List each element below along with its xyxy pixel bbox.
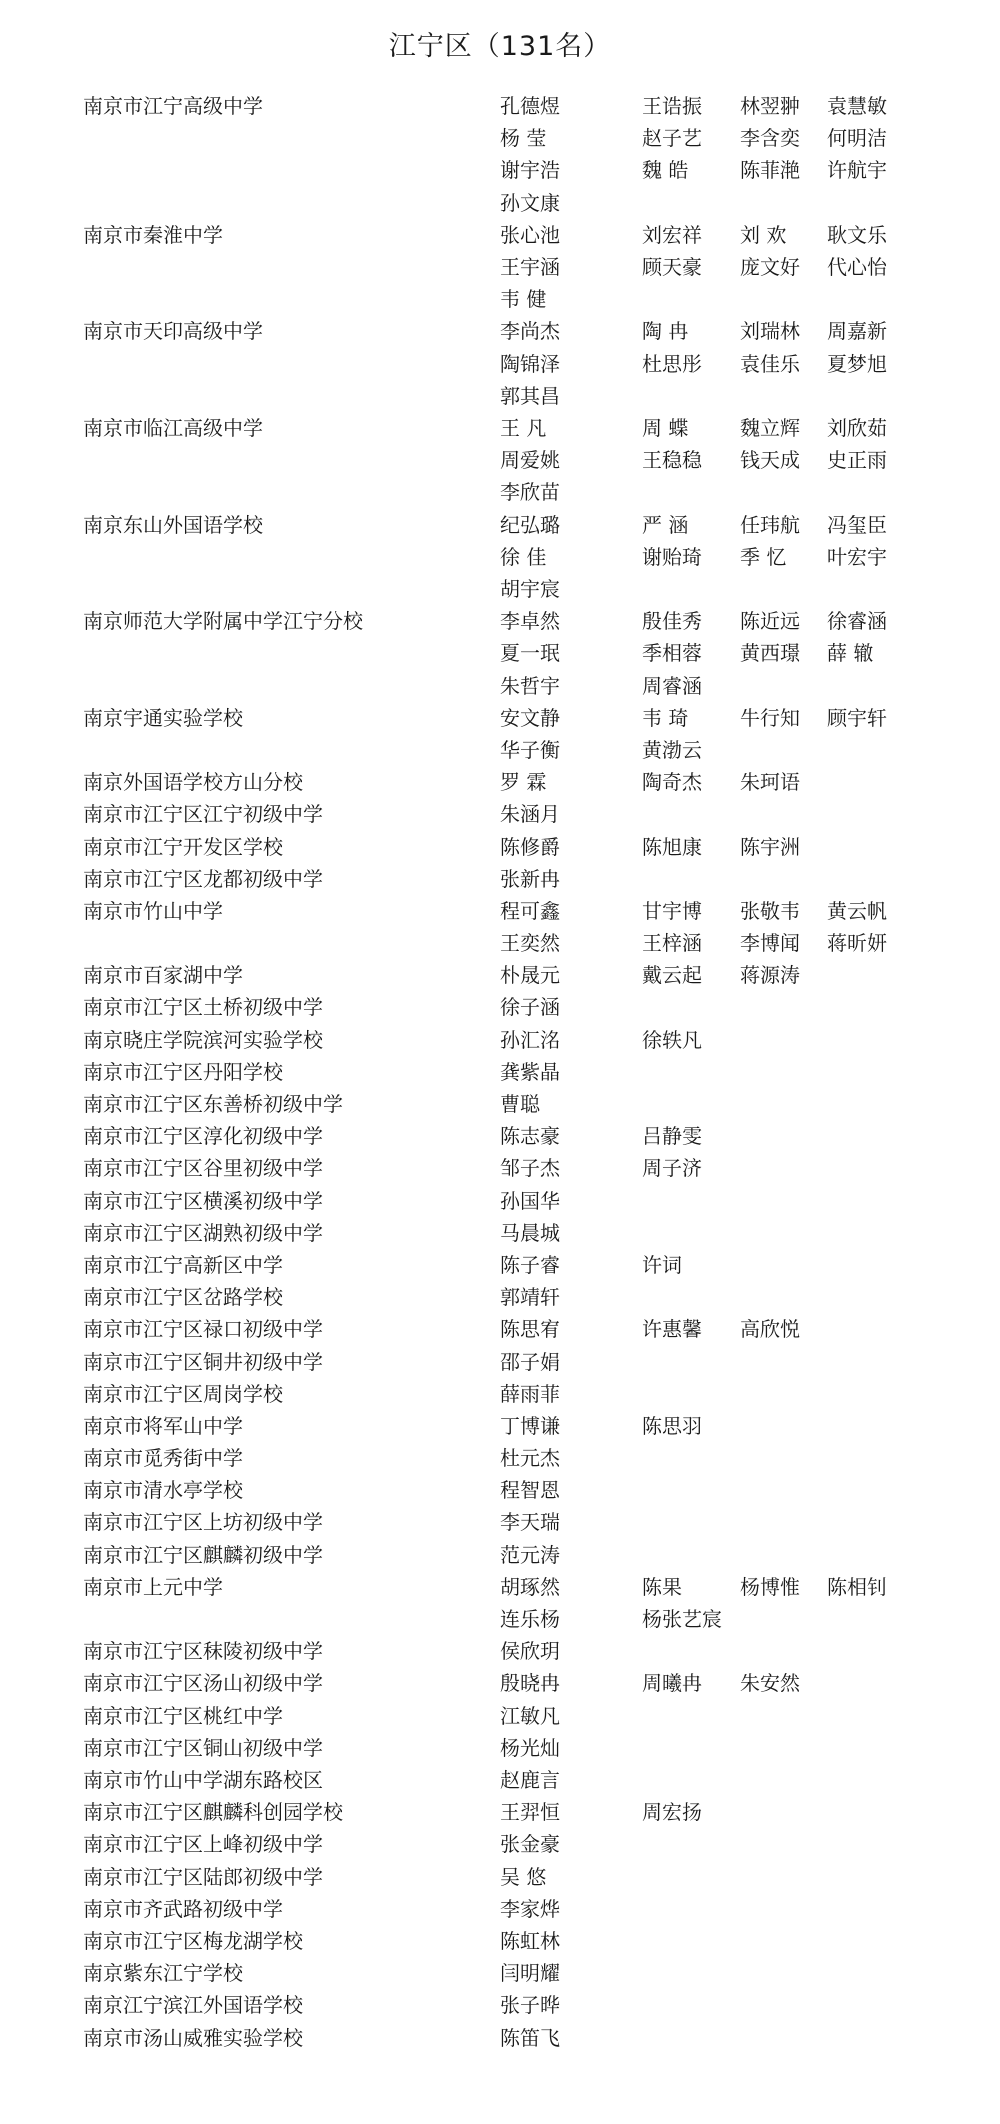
school-row: [0, 1120, 1000, 1152]
student-name: 吕静雯: [642, 1124, 702, 1149]
student-name: 侯欣玥: [500, 1639, 560, 1664]
student-name: 刘欣茹: [827, 415, 887, 440]
student-name: 程智恩: [500, 1478, 560, 1503]
student-name: 袁佳乐: [740, 351, 800, 376]
student-name: 陈相钊: [827, 1574, 887, 1599]
school-name: 南京宇通实验学校: [83, 705, 243, 730]
student-name: 黄云帆: [827, 898, 887, 923]
school-name: 南京市觅秀街中学: [83, 1446, 243, 1471]
student-name: 陶锦泽: [500, 351, 560, 376]
school-name: 南京市江宁区江宁初级中学: [83, 802, 323, 827]
school-row: [0, 605, 1000, 702]
student-name: 夏一珉: [500, 641, 560, 666]
student-name: 王梓涵: [642, 931, 702, 956]
school-name: 南京市江宁区岔路学校: [83, 1285, 283, 1310]
student-name: 陈思宥: [500, 1317, 560, 1342]
school-row: [0, 1667, 1000, 1699]
school-name: 南京市将军山中学: [83, 1413, 243, 1438]
school-name: 南京市百家湖中学: [83, 963, 243, 988]
student-name: 代心怡: [827, 254, 887, 279]
student-name: 王奕然: [500, 931, 560, 956]
school-list: [0, 90, 1000, 2054]
student-name: 张心池: [500, 222, 560, 247]
student-name: 郭靖轩: [500, 1285, 560, 1310]
student-name: 闫明耀: [500, 1961, 560, 1986]
school-row: [0, 1152, 1000, 1184]
school-row: [0, 1249, 1000, 1281]
school-name: 南京市江宁区淳化初级中学: [83, 1124, 323, 1149]
student-name: 黄渤云: [642, 737, 702, 762]
student-name: 孙文康: [500, 190, 560, 215]
student-name: 蒋昕妍: [827, 931, 887, 956]
school-row: [0, 315, 1000, 412]
student-name: 许惠馨: [642, 1317, 702, 1342]
student-name: 程可鑫: [500, 898, 560, 923]
student-name: 邵子娟: [500, 1349, 560, 1374]
school-name: 南京市江宁区麒麟科创园学校: [83, 1800, 343, 1825]
student-name: 蒋源涛: [740, 963, 800, 988]
school-name: 南京市江宁区丹阳学校: [83, 1059, 283, 1084]
school-name: 南京市江宁区禄口初级中学: [83, 1317, 323, 1342]
student-name: 谢宇浩: [500, 158, 560, 183]
student-name: 胡琢然: [500, 1574, 560, 1599]
school-row: [0, 991, 1000, 1023]
school-name: 南京市江宁开发区学校: [83, 834, 283, 859]
student-name: 李欣苗: [500, 480, 560, 505]
school-name: 南京市江宁区桃红中学: [83, 1703, 283, 1728]
school-row: [0, 1088, 1000, 1120]
student-name: 钱天成: [740, 448, 800, 473]
student-name: 李家烨: [500, 1896, 560, 1921]
student-name: 顾宇轩: [827, 705, 887, 730]
student-name: 张敬韦: [740, 898, 800, 923]
school-name: 南京市江宁区龙都初级中学: [83, 866, 323, 891]
student-name: 严 涵: [642, 512, 689, 537]
school-row: [0, 1957, 1000, 1989]
school-row: [0, 1989, 1000, 2021]
student-name: 陶 冉: [642, 319, 689, 344]
school-row: [0, 1861, 1000, 1893]
student-name: 纪弘璐: [500, 512, 560, 537]
student-name: 殷晓冉: [500, 1671, 560, 1696]
student-name: 陈虹林: [500, 1928, 560, 1953]
school-row: [0, 1024, 1000, 1056]
student-name: 郭其昌: [500, 383, 560, 408]
student-name: 赵鹿言: [500, 1768, 560, 1792]
student-name: 陈笛飞: [500, 2025, 560, 2050]
school-name: 南京市上元中学: [83, 1574, 223, 1599]
student-name: 马晨城: [500, 1220, 560, 1245]
student-name: 魏 皓: [642, 158, 689, 183]
student-name: 陈思羽: [642, 1413, 702, 1438]
school-name: 南京市江宁区陆郎初级中学: [83, 1864, 323, 1889]
school-row: [0, 1474, 1000, 1506]
school-row: [0, 1056, 1000, 1088]
school-row: [0, 1281, 1000, 1313]
student-name: 杜元杰: [500, 1446, 560, 1471]
student-name: 刘宏祥: [642, 222, 702, 247]
student-name: 陶奇杰: [642, 770, 702, 795]
student-name: 谢贻琦: [642, 544, 702, 569]
student-name: 甘宇博: [642, 898, 702, 923]
student-name: 王诰振: [642, 94, 702, 118]
student-name: 李含奕: [740, 126, 800, 151]
student-name: 朴晟元: [500, 963, 560, 988]
school-name: 南京外国语学校方山分校: [83, 770, 303, 795]
school-row: [0, 1442, 1000, 1474]
student-name: 曹聪: [500, 1092, 540, 1117]
student-name: 朱安然: [740, 1671, 800, 1696]
student-name: 周曦冉: [642, 1671, 702, 1696]
student-name: 刘瑞林: [740, 319, 800, 344]
student-name: 胡宇宸: [500, 576, 560, 601]
student-name: 薛 辙: [827, 641, 874, 666]
student-name: 林翌翀: [740, 94, 800, 118]
school-row: [0, 412, 1000, 509]
student-name: 任玮航: [740, 512, 800, 537]
school-row: [0, 219, 1000, 316]
school-name: 南京市临江高级中学: [83, 415, 263, 440]
page-title: 江宁区（131名）: [388, 31, 612, 62]
student-name: 许词: [642, 1252, 682, 1277]
student-name: 庞文好: [740, 254, 800, 279]
school-name: 南京市江宁区横溪初级中学: [83, 1188, 323, 1213]
student-name: 丁博谦: [500, 1413, 560, 1438]
student-name: 何明洁: [827, 126, 887, 151]
student-name: 李卓然: [500, 609, 560, 634]
student-name: 孙汇洺: [500, 1027, 560, 1052]
student-name: 徐 佳: [500, 544, 547, 569]
school-row: [0, 831, 1000, 863]
student-name: 王宇涵: [500, 254, 560, 279]
student-name: 华子衡: [500, 737, 560, 762]
student-name: 黄西璟: [740, 641, 800, 666]
student-name: 叶宏宇: [827, 544, 887, 569]
student-name: 王 凡: [500, 415, 547, 440]
student-name: 许航宇: [827, 158, 887, 183]
school-name: 南京市天印高级中学: [83, 319, 263, 344]
school-row: [0, 1893, 1000, 1925]
school-name: 南京市江宁区上峰初级中学: [83, 1832, 323, 1857]
school-row: [0, 1185, 1000, 1217]
student-name: 周子济: [642, 1156, 702, 1181]
school-name: 南京东山外国语学校: [83, 512, 263, 537]
student-name: 季 忆: [740, 544, 787, 569]
student-name: 薛雨菲: [500, 1381, 560, 1406]
student-name: 赵子艺: [642, 126, 702, 151]
school-row: [0, 90, 1000, 219]
school-name: 南京紫东江宁学校: [83, 1961, 243, 1986]
student-name: 徐睿涵: [827, 609, 887, 634]
student-name: 吴 悠: [500, 1864, 547, 1889]
student-name: 刘 欢: [740, 222, 787, 247]
school-row: [0, 863, 1000, 895]
school-name: 南京市江宁区土桥初级中学: [83, 995, 323, 1020]
student-name: 陈菲滟: [740, 158, 800, 183]
school-name: 南京市江宁高新区中学: [83, 1252, 283, 1277]
student-name: 牛行知: [740, 705, 800, 730]
student-name: 高欣悦: [740, 1317, 800, 1342]
student-name: 周宏扬: [642, 1800, 702, 1825]
student-name: 徐子涵: [500, 995, 560, 1020]
student-name: 杨光灿: [500, 1735, 560, 1760]
student-name: 李天瑞: [500, 1510, 560, 1535]
student-name: 张新冉: [500, 866, 560, 891]
student-name: 朱哲宇: [500, 673, 560, 698]
student-name: 陈子睿: [500, 1252, 560, 1277]
school-row: [0, 895, 1000, 959]
student-name: 杨张艺宸: [642, 1607, 722, 1632]
school-name: 南京市汤山威雅实验学校: [83, 2025, 303, 2050]
student-name: 周爱姚: [500, 448, 560, 473]
school-name: 南京市江宁区东善桥初级中学: [83, 1092, 343, 1117]
school-name: 南京市江宁区汤山初级中学: [83, 1671, 323, 1696]
student-name: 安文静: [500, 705, 560, 730]
student-name: 韦 琦: [642, 705, 689, 730]
student-name: 周嘉新: [827, 319, 887, 344]
school-row: [0, 702, 1000, 766]
school-name: 南京市江宁区麒麟初级中学: [83, 1542, 323, 1567]
student-name: 陈志豪: [500, 1124, 560, 1149]
school-name: 南京市竹山中学湖东路校区: [83, 1768, 323, 1792]
student-name: 王羿恒: [500, 1800, 560, 1825]
school-name: 南京晓庄学院滨河实验学校: [83, 1027, 323, 1052]
school-row: [0, 1828, 1000, 1860]
school-row: [0, 1346, 1000, 1378]
school-name: 南京师范大学附属中学江宁分校: [83, 609, 363, 634]
school-name: 南京市江宁区铜井初级中学: [83, 1349, 323, 1374]
student-name: 杜思彤: [642, 351, 702, 376]
school-row: [0, 1732, 1000, 1764]
student-name: 孔德煜: [500, 94, 560, 118]
student-name: 陈宇洲: [740, 834, 800, 859]
school-name: 南京市竹山中学: [83, 898, 223, 923]
student-name: 朱涵月: [500, 802, 560, 827]
school-row: [0, 1796, 1000, 1828]
school-row: [0, 1539, 1000, 1571]
student-name: 江敏凡: [500, 1703, 560, 1728]
student-name: 袁慧敏: [827, 94, 887, 118]
student-name: 李博闻: [740, 931, 800, 956]
student-name: 魏立辉: [740, 415, 800, 440]
student-name: 罗 霖: [500, 770, 547, 795]
student-name: 孙国华: [500, 1188, 560, 1213]
school-row: [0, 1635, 1000, 1667]
student-name: 张金豪: [500, 1832, 560, 1857]
school-row: [0, 2022, 1000, 2054]
student-name: 李尚杰: [500, 319, 560, 344]
school-row: [0, 1700, 1000, 1732]
student-name: 陈旭康: [642, 834, 702, 859]
student-name: 王稳稳: [642, 448, 702, 473]
student-name: 陈修爵: [500, 834, 560, 859]
student-name: 耿文乐: [827, 222, 887, 247]
student-name: 陈果: [642, 1574, 682, 1599]
school-row: [0, 1410, 1000, 1442]
student-name: 史正雨: [827, 448, 887, 473]
student-name: 周 蝶: [642, 415, 689, 440]
school-name: 南京市江宁区周岗学校: [83, 1381, 283, 1406]
student-name: 徐轶凡: [642, 1027, 702, 1052]
school-row: [0, 1217, 1000, 1249]
school-name: 南京市江宁区秣陵初级中学: [83, 1639, 323, 1664]
school-name: 南京市江宁区湖熟初级中学: [83, 1220, 323, 1245]
school-name: 南京江宁滨江外国语学校: [83, 1993, 303, 2018]
student-name: 连乐杨: [500, 1607, 560, 1632]
student-name: 韦 健: [500, 287, 547, 312]
school-row: [0, 1925, 1000, 1957]
student-name: 顾天豪: [642, 254, 702, 279]
school-row: [0, 509, 1000, 606]
school-row: [0, 959, 1000, 991]
student-name: 夏梦旭: [827, 351, 887, 376]
student-name: 陈近远: [740, 609, 800, 634]
school-row: [0, 1764, 1000, 1796]
school-name: 南京市江宁区上坊初级中学: [83, 1510, 323, 1535]
school-name: 南京市江宁区谷里初级中学: [83, 1156, 323, 1181]
student-name: 杨博惟: [740, 1574, 800, 1599]
school-name: 南京市江宁高级中学: [83, 94, 263, 118]
student-name: 龚紫晶: [500, 1059, 560, 1084]
school-name: 南京市江宁区铜山初级中学: [83, 1735, 323, 1760]
student-name: 冯玺臣: [827, 512, 887, 537]
student-name: 张子晔: [500, 1993, 560, 2018]
student-name: 殷佳秀: [642, 609, 702, 634]
student-name: 杨 莹: [500, 126, 547, 151]
school-row: [0, 766, 1000, 798]
student-name: 戴云起: [642, 963, 702, 988]
school-name: 南京市秦淮中学: [83, 222, 223, 247]
school-row: [0, 1378, 1000, 1410]
student-name: 邹子杰: [500, 1156, 560, 1181]
school-row: [0, 798, 1000, 830]
school-row: [0, 1506, 1000, 1538]
school-name: 南京市江宁区梅龙湖学校: [83, 1928, 303, 1953]
school-row: [0, 1571, 1000, 1635]
school-row: [0, 1313, 1000, 1345]
student-name: 季相蓉: [642, 641, 702, 666]
student-name: 范元涛: [500, 1542, 560, 1567]
student-name: 周睿涵: [642, 673, 702, 698]
student-name: 朱珂语: [740, 770, 800, 795]
school-name: 南京市清水亭学校: [83, 1478, 243, 1503]
school-name: 南京市齐武路初级中学: [83, 1896, 283, 1921]
